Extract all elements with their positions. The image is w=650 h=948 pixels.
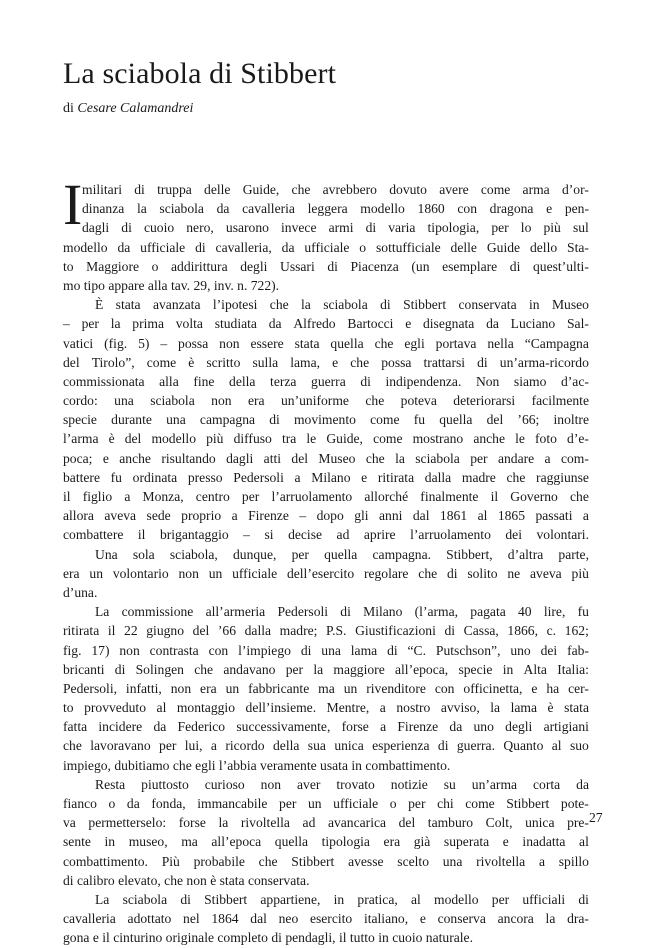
line-text: battere fu ordinata presso Pedersoli a Milano e ritirata dalla madre che raggiunse [63,469,589,485]
body-line [63,314,589,333]
body-line [63,852,589,871]
line-text: allora aveva sede proprio a Firenze – dopo gli anni dal 1861 al 1865 passati a [63,508,589,524]
line-text: fianco o da fonda, immancabile per un ufficiale o per chi come Stibbert pote- [63,796,589,811]
body-line [63,199,589,218]
body-line [63,890,589,909]
body-line [63,506,589,525]
line-text: – per la prima volta studiata da Alfredo Bartocci e disegnata da Luciano Sal- [63,316,589,332]
line-text: La sciabola di Stibbert appartiene, in pratica, al modello per ufficiali di [95,891,589,907]
body-line [63,449,589,468]
line-text: vatici (fig. 5) – possa non essere stata quella che egli portava nella “Campagna [63,335,589,351]
line-text: l’arma è del modello più diffuso tra le Guide, come mostrano anche le foto d’e- [63,431,589,447]
page-number: 27 [589,810,603,825]
author-name: Cesare Calamandrei [77,101,194,116]
body-line [63,794,589,813]
body-line [63,372,589,391]
line-text: d’una. [63,584,98,600]
body-line [63,295,589,314]
body-line [63,545,589,564]
body-line [63,257,589,276]
line-text: del Tirolo”, come è scritto sulla lama, e che possa trattarsi di un’arma-ricordo [63,354,589,370]
body-line [63,871,589,890]
line-text: militari di truppa delle Guide, che avrebbero dovuto avere come arma d’or- [82,182,589,197]
body-line [63,621,589,640]
line-text: bricanti di Solingen che andavano per la maggiore all’epoca, specie in Alta Italia: [63,661,589,677]
body-line [63,660,589,679]
body-line [63,717,589,736]
line-text: cordo: una sciabola non era un’uniforme che poteva deteriorarsi facilmente [63,393,589,409]
article-body [63,172,589,948]
body-line [63,775,589,794]
line-text: sente in museo, ma all’epoca quella tipologia era già superata e inadatta al [63,834,589,850]
body-line [63,679,589,698]
line-text: La commissione all’armeria Pedersoli di Milano (l’arma, pagata 40 lire, fu [95,604,589,620]
line-text: fatta incidere da Federico successivamente, forse a Firenze da uno degli artigiani [63,719,589,735]
line-text: gona e il cinturino originale completo di pendagli, il tutto in cuoio naturale. [63,930,473,946]
line-text: ritirata il 22 giugno del ’66 dalla madre; P.S. Giustificazioni di Cassa, 1866, c. 162; [63,623,589,639]
line-text: combattimento. Più probabile che Stibbert avesse scelto una rivoltella a spillo [63,853,589,869]
line-text: dinanza la sciabola da cavalleria leggera modello 1860 con dragona e pen- [82,201,589,217]
body-line [63,641,589,660]
body-line [63,736,589,755]
line-text: to provveduto al montaggio dell’insieme. Mentre, a nostro avviso, la lama è stata [63,700,589,716]
body-line [63,813,589,832]
line-text: impiego, dubitiamo che egli l’abbia veramente usata in combattimento. [63,757,451,773]
line-text: È stata avanzata l’ipotesi che la sciabola di Stibbert conservata in Museo [95,297,589,313]
line-text: combattere il brigantaggio – si decise ad aprire l’arruolamento dei volontari. [63,527,589,543]
body-line [63,909,589,928]
drop-cap: I [63,172,83,237]
line-text: Resta piuttosto curioso non aver trovato notizie su un’arma corta da [95,776,589,792]
line-text: cavalleria adottato nel 1864 dal neo esercito italiano, e conserva ancora la dra- [63,911,589,927]
line-text: mo tipo appare alla tav. 29, inv. n. 722). [63,277,280,293]
body-line [63,468,589,487]
body-line [63,238,589,257]
line-text: va permetterselo: forse la rivoltella ad avancarica del tamburo Colt, unica pre- [63,815,589,831]
body-line [63,487,589,506]
byline [63,100,193,118]
line-text: Pedersoli, infatti, non era un fabbricante ma un rivenditore con officinetta, e ha cer- [63,680,589,696]
line-text: specie durante una campagna di movimento come fu quella del ’66; inoltre [63,412,589,428]
body-line [63,391,589,410]
line-text: fig. 17) non contrasta con l’impiego di una lama di “C. Putschson”, uno dei fab- [63,642,589,658]
body-line [63,583,589,602]
body-line [63,353,589,372]
body-line [63,334,589,353]
body-line [63,429,589,448]
byline-prefix: di [63,101,74,116]
line-text: commissionata alla fine della terza guerra di indipendenza. Non siamo d’ac- [63,373,589,389]
line-text: era un volontario non un ufficiale dell’esercito regolare che di solito ne aveva più [63,565,589,581]
body-line [63,832,589,851]
line-text: to Maggiore o addirittura degli Ussari di Piacenza (un esemplare di quest’ulti- [63,258,589,274]
line-text: di calibro elevato, che non è stata conservata. [63,872,310,888]
body-line [63,928,589,947]
line-text: poca; e anche risultando dagli atti del Museo che la sciabola per andare a com- [63,450,589,466]
line-text: modello da ufficiale di cavalleria, da ufficiale o sottufficiale delle Guide dello Sta- [63,239,589,255]
body-line [63,410,589,429]
line-text: Una sola sciabola, dunque, per quella campagna. Stibbert, d’altra parte, [95,546,589,562]
line-text: il figlio a Monza, centro per l’arruolamento allorché finalmente il Governo che [63,489,589,504]
body-line [63,698,589,717]
body-line [63,756,589,775]
article-title: La sciabola di Stibbert [63,57,337,90]
line-text: dagli di cuoio nero, usarono invece armi di varia tipologia, per lo più sul [82,220,589,236]
body-line [63,218,589,237]
body-line [63,525,589,544]
body-line [63,276,589,295]
line-text: che lavoravano per lui, a ricordo della sua unica esperienza di guerra. Quanto al suo [63,738,589,754]
body-line [63,602,589,621]
body-line [63,564,589,583]
